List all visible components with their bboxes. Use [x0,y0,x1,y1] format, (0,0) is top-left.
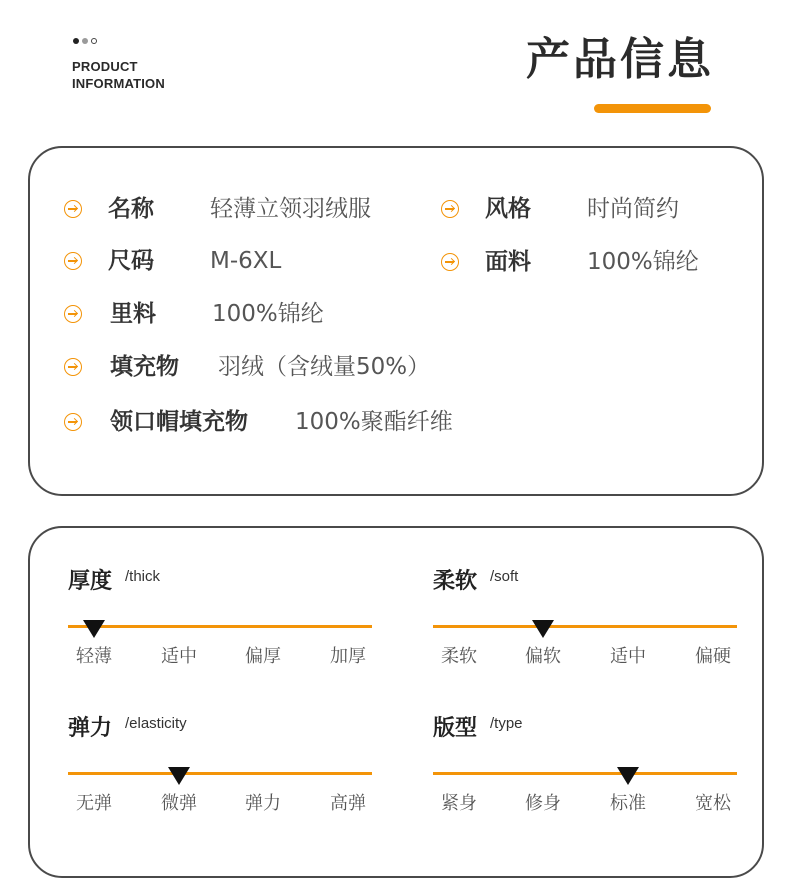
circle-arrow-right-icon [441,253,459,271]
scale-track-fit [433,772,737,775]
spec-subtitle-thickness: /thick [125,568,161,585]
circle-arrow-right-icon [64,305,82,323]
scale-option: 轻薄 [76,646,112,667]
spec-title-thickness: 厚度 [68,569,113,594]
scale-option: 偏厚 [245,646,281,667]
info-label: 面料 [485,249,531,275]
scale-option: 柔软 [441,646,477,667]
circle-arrow-right-icon [441,200,459,218]
scale-marker-icon [532,620,554,638]
spec-subtitle-elasticity: /elasticity [125,715,187,732]
scale-option: 紧身 [441,793,477,814]
info-label: 里料 [110,301,156,327]
circle-arrow-right-icon [64,252,82,270]
scale-option: 高弹 [330,793,366,814]
scale-marker-icon [168,767,190,785]
info-value: 时尚简约 [587,196,679,222]
scale-option: 加厚 [330,646,366,667]
info-label: 领口帽填充物 [110,409,248,435]
info-value: 轻薄立领羽绒服 [210,196,371,222]
dot-gray-icon [82,38,88,44]
info-value: M-6XL [210,248,282,274]
info-label: 风格 [485,196,531,222]
english-subtitle [72,58,165,92]
decorative-dots [73,38,97,44]
scale-option: 修身 [525,793,561,814]
scale-option: 微弹 [161,793,197,814]
scale-option: 偏硬 [695,646,731,667]
circle-arrow-right-icon [64,358,82,376]
spec-title-elasticity: 弹力 [68,716,113,741]
info-label: 尺码 [108,248,154,274]
spec-title-softness: 柔软 [433,569,478,594]
scale-option: 适中 [610,646,646,667]
subtitle-line-1: PRODUCT [72,59,138,74]
subtitle-line-2: INFORMATION [72,76,165,91]
info-label: 名称 [108,196,154,222]
scale-track-softness [433,625,737,628]
scale-option: 宽松 [695,793,731,814]
circle-arrow-right-icon [64,413,82,431]
info-value: 100%锦纶 [212,301,324,327]
product-info-card [28,146,764,496]
scale-option: 弹力 [245,793,281,814]
scale-track-elasticity [68,772,372,775]
spec-subtitle-softness: /soft [490,568,519,585]
scale-marker-icon [617,767,639,785]
info-label: 填充物 [110,354,179,380]
circle-arrow-right-icon [64,200,82,218]
page-title: 产品信息 [526,34,714,85]
spec-subtitle-fit: /type [490,715,523,732]
scale-option: 无弹 [76,793,112,814]
scale-options-fit [433,789,737,819]
scale-option: 标准 [610,793,646,814]
scale-options-softness [433,642,737,672]
spec-title-fit: 版型 [433,716,478,741]
scale-marker-icon [83,620,105,638]
info-value: 100%锦纶 [587,249,699,275]
scale-option: 适中 [161,646,197,667]
info-value: 100%聚酯纤维 [295,409,453,435]
product-specs-card [28,526,764,878]
info-value: 羽绒（含绒量50%） [218,354,431,380]
scale-options-elasticity [68,789,372,819]
dot-hollow-icon [91,38,97,44]
scale-option: 偏软 [525,646,561,667]
scale-track-thickness [68,625,372,628]
dot-filled-icon [73,38,79,44]
title-underline [594,104,711,113]
scale-options-thickness [68,642,372,672]
